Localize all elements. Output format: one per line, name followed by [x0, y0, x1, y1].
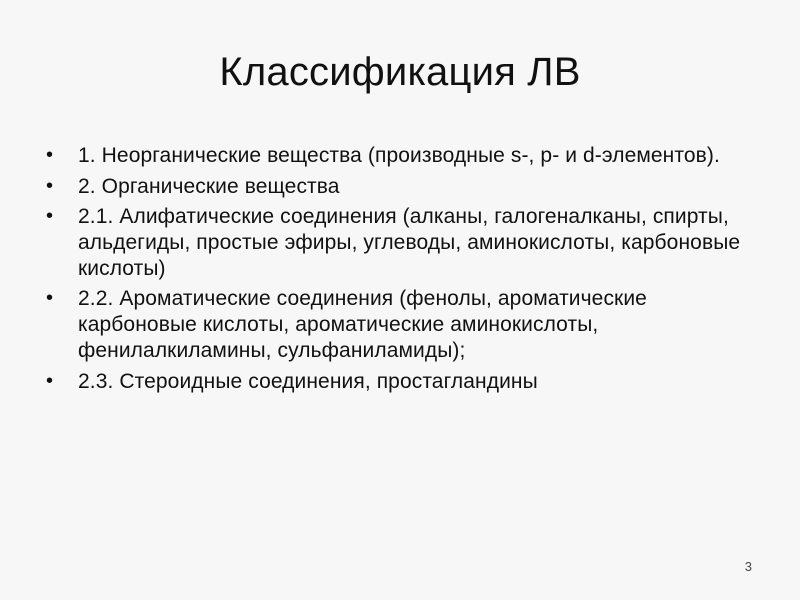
bullet-item-steroid — [46, 369, 758, 395]
bullet-item-organic — [46, 174, 758, 200]
bullet-text: 2. Органические вещества — [78, 174, 340, 198]
bullet-icon: • — [46, 369, 54, 392]
slide-title: Классификация ЛВ — [219, 50, 581, 94]
bullet-text: 2.3. Стероидные соединения, простагландины — [78, 369, 538, 393]
bullet-text: 1. Неорганические вещества (производные s-, p- и d-элементов). — [78, 144, 720, 167]
bullet-icon: • — [46, 205, 54, 228]
bullet-list — [46, 143, 758, 399]
bullet-text: 2.1. Алифатические соединения (алканы, галогеналканы, спирты, альдегиды, простые эфиры, углеводы, аминокислоты, карбоновые кислоты) — [78, 205, 741, 280]
bullet-item-aromatic — [46, 286, 758, 363]
bullet-icon: • — [46, 144, 54, 166]
bullet-text: 2.2. Ароматические соединения (фенолы, ароматические карбоновые кислоты, ароматические аминокислоты, фенилалкиламины, сульфаниламиды); — [78, 287, 647, 362]
bullet-icon: • — [46, 174, 54, 197]
bullet-icon: • — [46, 287, 54, 310]
bullet-item-inorganic — [46, 143, 758, 169]
page-number: 3 — [744, 559, 752, 574]
bullet-item-aliphatic — [46, 204, 758, 281]
